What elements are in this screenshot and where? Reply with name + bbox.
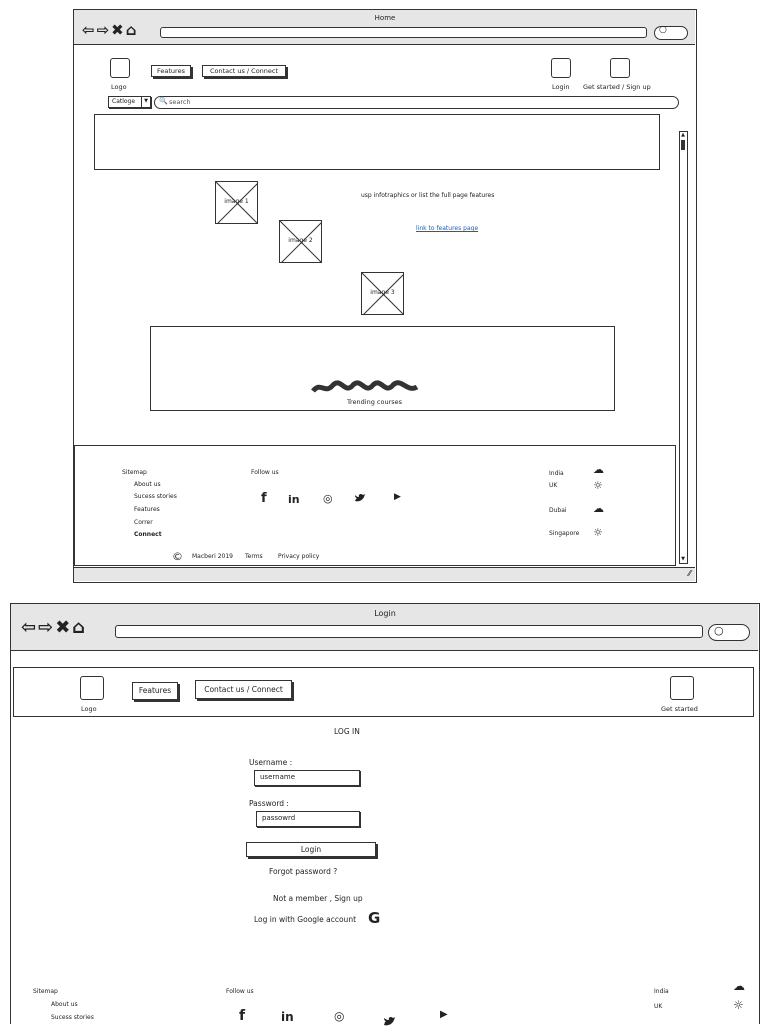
sitemap-item-success[interactable]: Sucess stories xyxy=(51,1014,94,1021)
cloud-icon: ☁ xyxy=(593,463,604,476)
scroll-down-arrow[interactable]: ▼ xyxy=(681,556,685,562)
home-url-bar[interactable] xyxy=(160,27,647,38)
login-heading: LOG IN xyxy=(334,727,360,736)
contact-connect-button[interactable]: Contact us / Connect xyxy=(195,680,292,699)
username-label: Username : xyxy=(249,758,293,767)
get-started-icon-placeholder[interactable] xyxy=(670,676,694,700)
search-input[interactable] xyxy=(154,96,679,109)
sitemap-item-connect[interactable]: Connect xyxy=(134,531,162,538)
twitter-icon[interactable] xyxy=(354,493,366,506)
linkedin-icon[interactable]: in xyxy=(281,1010,294,1024)
home-window xyxy=(73,9,697,583)
location-dubai: Dubai xyxy=(549,507,567,514)
copyright-text: Macberi 2019 xyxy=(192,553,233,560)
facebook-icon[interactable]: f xyxy=(239,1008,246,1024)
login-window-title: Login xyxy=(374,609,396,618)
logo-placeholder[interactable] xyxy=(80,676,104,700)
login-link[interactable]: Login xyxy=(552,83,570,91)
image-placeholder-2 xyxy=(279,220,322,263)
close-icon[interactable]: ✖ xyxy=(55,617,73,638)
browser-nav-icons xyxy=(21,617,88,638)
login-window xyxy=(10,603,760,1024)
features-button[interactable]: Features xyxy=(132,682,178,700)
search-icon: ○ xyxy=(659,25,667,35)
sitemap-item-about[interactable]: About us xyxy=(134,481,161,488)
facebook-icon[interactable]: f xyxy=(261,491,267,506)
scribble-decoration xyxy=(311,379,421,397)
back-icon[interactable]: ⇦ xyxy=(21,617,39,638)
home-icon[interactable]: ⌂ xyxy=(72,617,88,638)
image-placeholder-3 xyxy=(361,272,404,315)
back-icon[interactable]: ⇦ xyxy=(82,21,97,39)
follow-us-title: Follow us xyxy=(226,988,254,995)
login-browser-search-pill[interactable] xyxy=(708,624,750,641)
catalog-dropdown[interactable] xyxy=(108,96,151,108)
sitemap-title: Sitemap xyxy=(122,469,147,476)
search-icon: 🔍 xyxy=(159,97,168,105)
chevron-down-icon: ▼ xyxy=(141,97,150,107)
sun-icon: ☼ xyxy=(733,998,744,1012)
search-icon: ○ xyxy=(714,624,724,637)
catalog-dropdown-label: Catloge xyxy=(112,98,136,105)
sitemap-item-success[interactable]: Sucess stories xyxy=(134,493,177,500)
image-3-label: image 3 xyxy=(370,289,395,297)
sun-icon: ☼ xyxy=(593,479,603,492)
forgot-password-link[interactable]: Forgot password ? xyxy=(269,867,338,876)
signup-icon-placeholder[interactable] xyxy=(610,58,630,78)
close-icon[interactable]: ✖ xyxy=(111,21,126,39)
location-uk: UK xyxy=(549,482,558,489)
forward-icon[interactable]: ⇨ xyxy=(38,617,56,638)
linkedin-icon[interactable]: in xyxy=(288,493,300,506)
home-status-bar xyxy=(74,567,695,581)
location-singapore: Singapore xyxy=(549,530,580,537)
sun-icon: ☼ xyxy=(593,526,603,539)
home-browser-search-pill[interactable] xyxy=(654,26,688,40)
cloud-icon: ☁ xyxy=(593,502,604,515)
get-started-link[interactable]: Get started xyxy=(661,705,698,713)
sitemap-item-about[interactable]: About us xyxy=(51,1001,78,1008)
google-icon[interactable]: G xyxy=(368,909,381,927)
contact-connect-button[interactable]: Contact us / Connect xyxy=(202,65,286,77)
sitemap-item-career[interactable]: Correr xyxy=(134,519,153,526)
youtube-icon[interactable]: ▶ xyxy=(440,1009,448,1020)
password-label: Password : xyxy=(249,799,289,808)
hero-banner xyxy=(94,114,660,170)
login-button[interactable]: Login xyxy=(246,842,376,857)
logo-label: Logo xyxy=(111,83,127,91)
twitter-bird-shape xyxy=(383,1016,396,1027)
features-button[interactable]: Features xyxy=(151,65,191,77)
logo-label: Logo xyxy=(81,705,97,713)
youtube-icon[interactable]: ▶ xyxy=(394,492,401,502)
home-scrollbar[interactable] xyxy=(679,131,688,564)
location-india: India xyxy=(654,988,669,995)
browser-nav-icons xyxy=(82,23,138,38)
instagram-icon[interactable]: ◎ xyxy=(334,1009,345,1023)
scroll-up-arrow[interactable]: ▲ xyxy=(681,132,685,138)
scroll-thumb[interactable] xyxy=(681,140,685,150)
home-footer xyxy=(74,445,676,566)
features-page-link[interactable]: link to features page xyxy=(416,225,479,232)
trending-courses-box xyxy=(150,326,615,411)
home-window-title: Home xyxy=(374,14,396,22)
logo-placeholder[interactable] xyxy=(110,58,130,78)
forward-icon[interactable]: ⇨ xyxy=(96,21,112,39)
cloud-icon: ☁ xyxy=(733,979,745,993)
resize-grip-icon[interactable]: ⁄⁄ xyxy=(688,569,691,578)
search-placeholder: search xyxy=(169,98,191,106)
signup-link[interactable]: Get started / Sign up xyxy=(583,83,651,91)
signup-link[interactable]: Not a member , Sign up xyxy=(273,894,363,903)
image-1-label: image 1 xyxy=(224,198,249,206)
follow-us-title: Follow us xyxy=(251,469,279,476)
username-input[interactable]: username xyxy=(254,770,360,786)
image-placeholder-1 xyxy=(215,181,258,224)
sitemap-title: Sitemap xyxy=(33,988,58,995)
sitemap-item-features[interactable]: Features xyxy=(134,506,160,513)
location-india: India xyxy=(549,470,564,477)
password-input[interactable]: passowrd xyxy=(256,811,360,827)
location-uk: UK xyxy=(654,1003,663,1010)
home-icon[interactable]: ⌂ xyxy=(125,21,139,39)
login-header xyxy=(13,667,754,717)
instagram-icon[interactable]: ◎ xyxy=(323,492,333,505)
twitter-icon[interactable] xyxy=(383,1012,396,1031)
privacy-policy-link[interactable]: Privacy policy xyxy=(278,553,320,560)
image-2-label: image 2 xyxy=(288,237,313,245)
trending-courses-label: Trending courses xyxy=(347,398,403,406)
login-icon-placeholder[interactable] xyxy=(551,58,571,78)
login-url-bar[interactable] xyxy=(115,625,703,638)
terms-link[interactable]: Terms xyxy=(245,553,263,560)
google-login-link[interactable]: Log in with Google account xyxy=(254,915,357,924)
infographics-text: usp infotraphics or list the full page features xyxy=(361,192,495,199)
twitter-bird-shape xyxy=(354,493,366,503)
copyright-icon: © xyxy=(172,550,183,563)
